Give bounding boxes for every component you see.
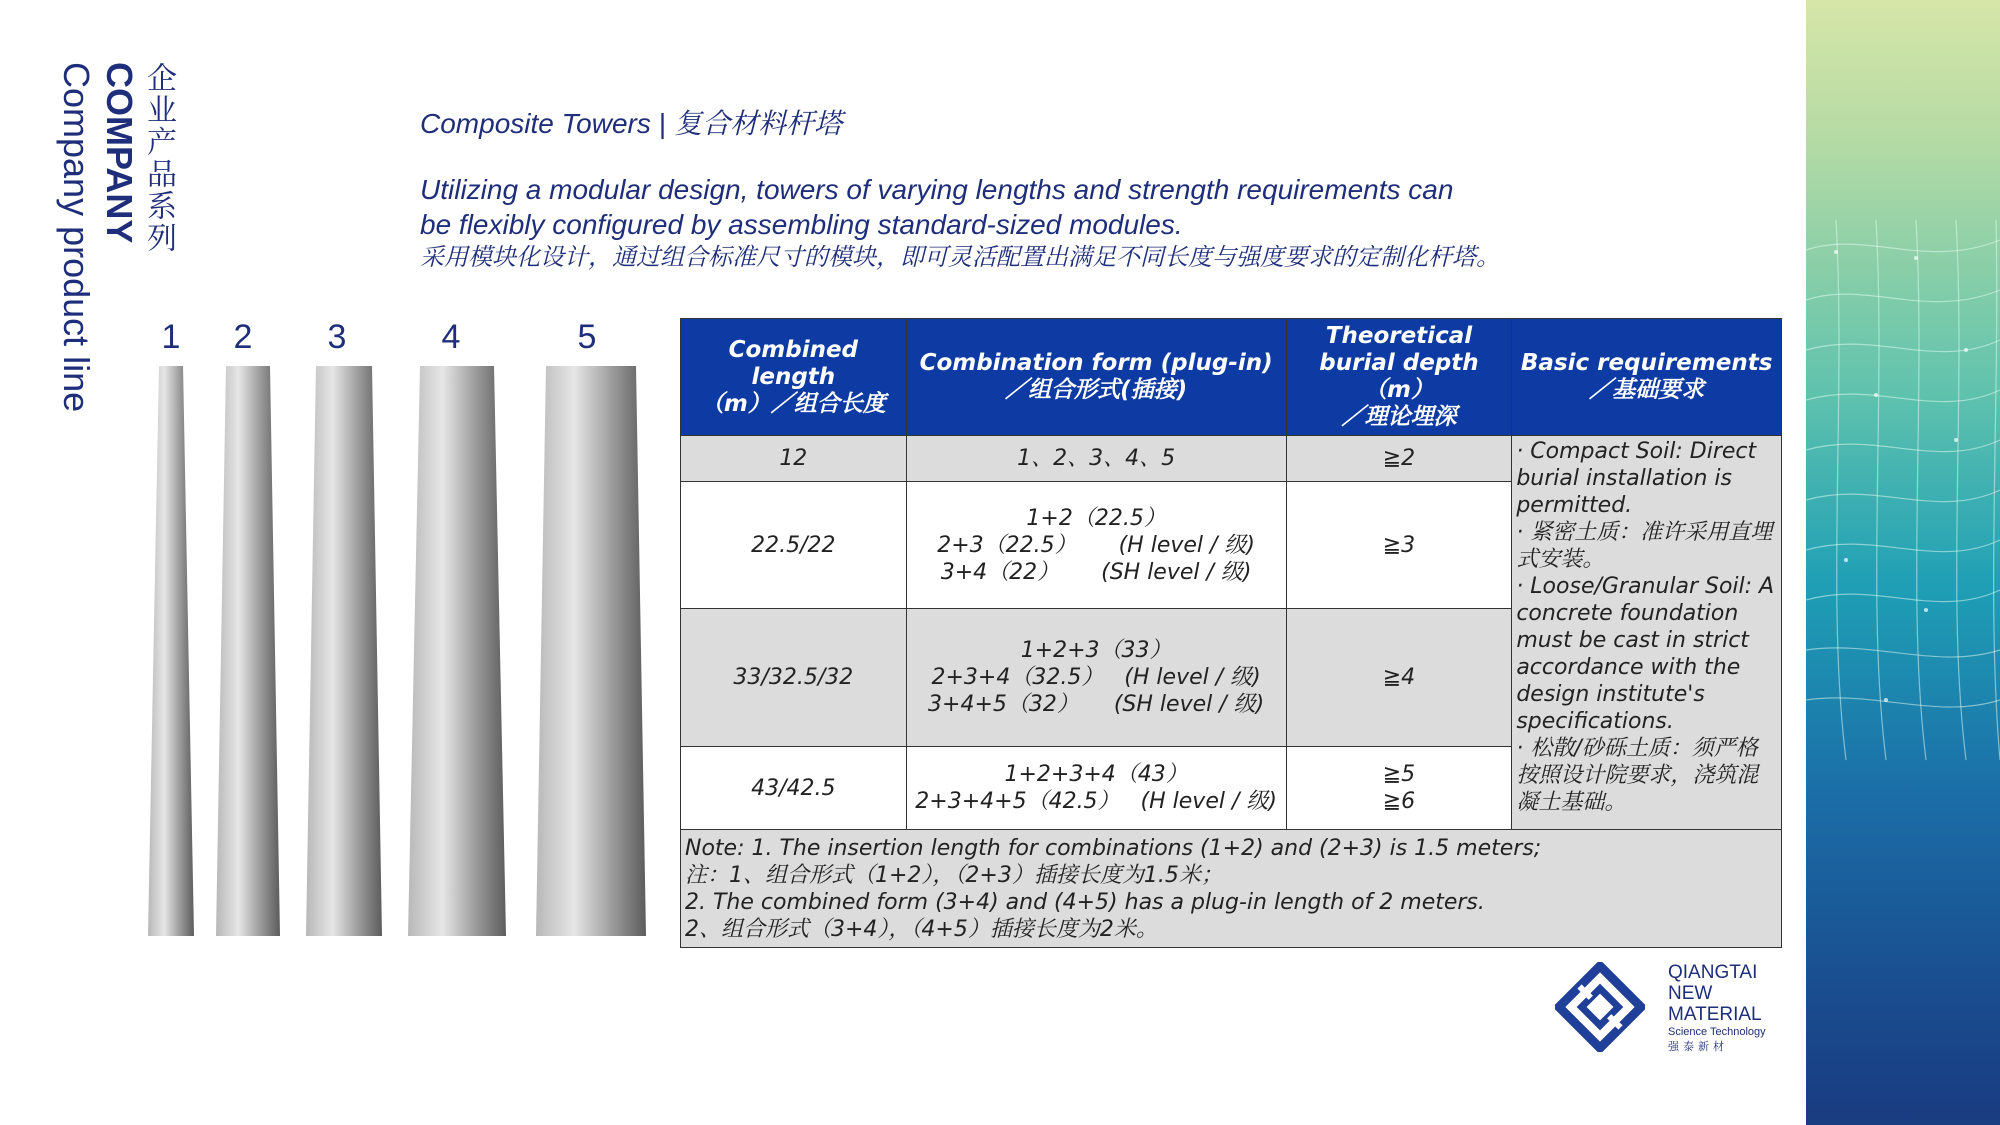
table-row: [681, 436, 1782, 482]
cell-depth: ≧5 ≧6: [1286, 747, 1512, 830]
tower-4-image: [408, 366, 506, 936]
tower-3-image: [306, 366, 382, 936]
title-en: Composite Towers: [420, 108, 651, 139]
table-header-row: [681, 319, 1782, 436]
intro-cn: 采用模块化设计，通过组合标准尺寸的模块，即可灵活配置出满足不同长度与强度要求的定制化杆塔。: [420, 243, 1500, 271]
req-compact-cn: · 紧密土质：准许采用直埋式安装。: [1516, 520, 1773, 572]
tower-number-2: 2: [233, 318, 253, 356]
cell-forms: 1+2+3+4（43） 2+3+4+5（42.5） (H level / 级): [906, 747, 1286, 830]
tower-number-4: 4: [441, 318, 461, 356]
tower-number-1: 1: [161, 318, 181, 356]
header-basic-requirements: Basic requirements ／基础要求: [1512, 319, 1782, 436]
title-separator: |: [658, 108, 667, 139]
cell-depth: ≧4: [1286, 609, 1512, 747]
company-logo-icon: [1555, 962, 1645, 1052]
cell-length: 12: [681, 436, 907, 482]
mesh-wave-graphic: [1806, 0, 2000, 1125]
section-title: [420, 102, 842, 142]
sidebar-product-line: Company product line: [56, 62, 97, 413]
cell-requirements: [1512, 436, 1782, 830]
tower-5-image: [536, 366, 646, 936]
note-cell: Note: 1. The insertion length for combinations (1+2) and (2+3) is 1.5 meters; 注：1、组合形式（1+2），（2+3）插接长度为1.5米； 2. The combined form (3+4) and (4+5) has a plug-in length of 2 meters. 2、组合形式（3+4），（4+5）插接长度为2米。: [681, 830, 1782, 948]
tower-number-3: 3: [327, 318, 347, 356]
cell-length: 22.5/22: [681, 482, 907, 609]
header-combined-length: Combined length （m）／组合长度: [681, 319, 907, 436]
sidebar-company: COMPANY: [99, 62, 140, 244]
intro-text: [420, 172, 1570, 272]
intro-en-line2: be flexibly configured by assembling standard-sized modules.: [420, 209, 1183, 240]
decorative-mesh-panel: [1806, 0, 2000, 1125]
cell-length: 33/32.5/32: [681, 609, 907, 747]
tower-number-5: 5: [577, 318, 597, 356]
sidebar-cn-title: 企业产品系列: [141, 62, 176, 254]
brand-line2: NEW: [1668, 983, 1713, 1004]
title-cn: 复合材料杆塔: [674, 108, 843, 139]
cell-forms: 1+2（22.5） 2+3（22.5） (H level / 级) 3+4（22） (SH level / 级): [906, 482, 1286, 609]
brand-line5: 强泰新材: [1668, 1040, 1728, 1053]
brand-line1: QIANGTAI: [1668, 962, 1758, 983]
cell-forms: 1+2+3（33） 2+3+4（32.5） (H level / 级) 3+4+5（32） (SH level / 级): [906, 609, 1286, 747]
req-loose-en: · Loose/Granular Soil: A concrete foundation must be cast in strict accordance with the design institute's specifications.: [1516, 574, 1775, 734]
header-burial-depth: Theoretical burial depth（m） ／理论埋深: [1286, 319, 1512, 436]
tower-2-image: [216, 366, 280, 936]
header-combination-form: Combination form (plug-in) ／组合形式(插接): [906, 319, 1286, 436]
cell-depth: ≧2: [1286, 436, 1512, 482]
brand-line3: MATERIAL: [1668, 1004, 1762, 1025]
cell-forms: 1、2、3、4、5: [906, 436, 1286, 482]
brand-name: [1668, 962, 1766, 1055]
brand-line4: Science Technology: [1668, 1026, 1766, 1038]
intro-en-line1: Utilizing a modular design, towers of varying lengths and strength requirements can: [420, 174, 1454, 205]
req-loose-cn: · 松散/砂砾土质：须严格按照设计院要求，浇筑混凝土基础。: [1516, 736, 1759, 815]
tower-1-image: [148, 366, 194, 936]
req-compact-en: · Compact Soil: Direct burial installation is permitted.: [1516, 439, 1757, 518]
cell-length: 43/42.5: [681, 747, 907, 830]
table-note-row: [681, 830, 1782, 948]
spec-table: [680, 318, 1782, 948]
cell-depth: ≧3: [1286, 482, 1512, 609]
